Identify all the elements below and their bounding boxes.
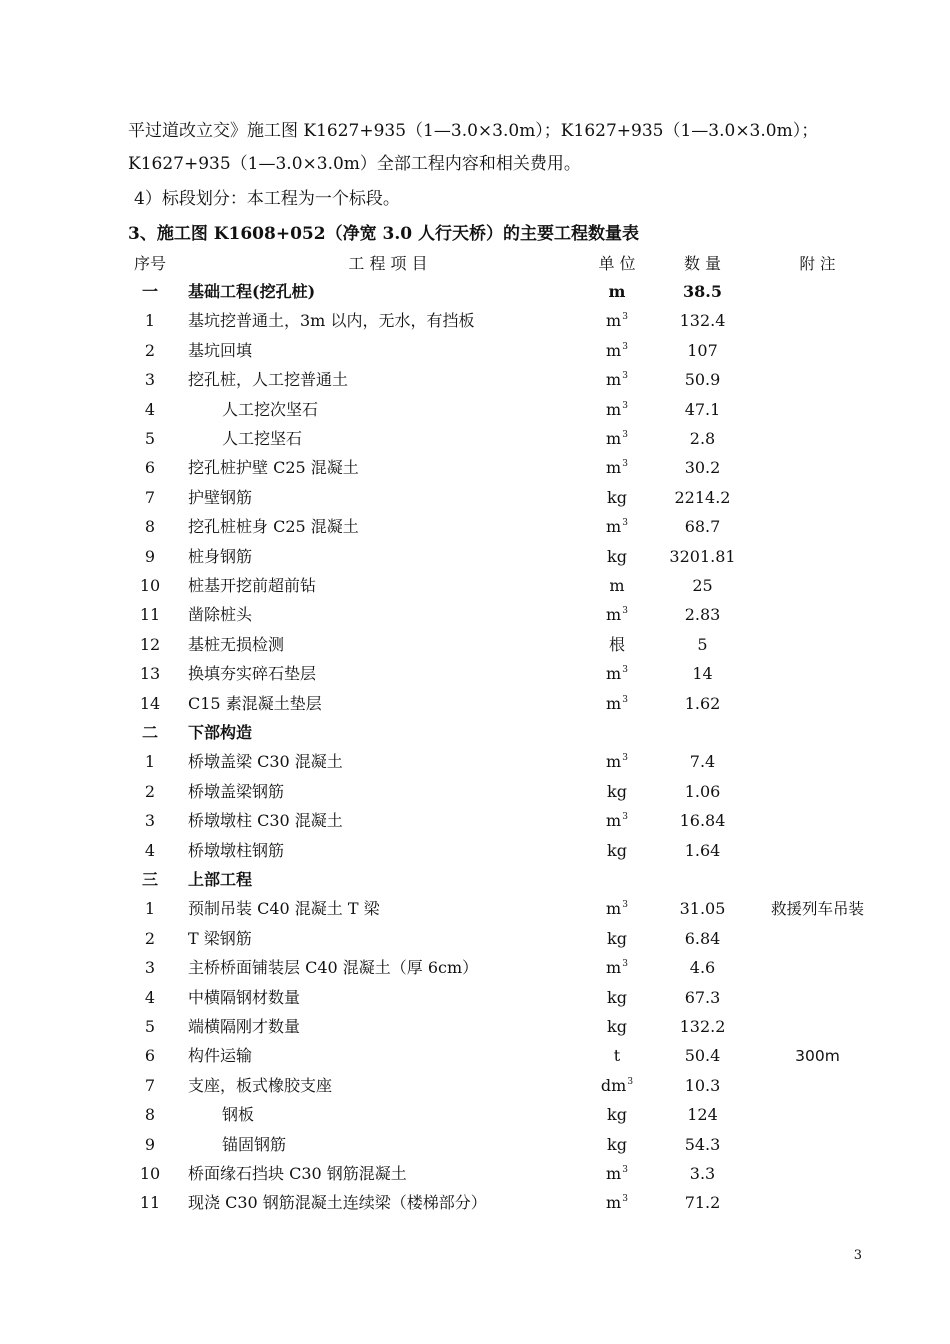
cell-item: 基础工程(挖孔桩): [188, 282, 316, 301]
cell-unit: [587, 543, 647, 571]
unit-superscript: 3: [622, 1194, 628, 1205]
cell-unit: [587, 1042, 647, 1070]
cell-item: 护壁钢筋: [188, 487, 253, 507]
table-row: [120, 396, 880, 424]
cell-qty: 107: [687, 340, 718, 360]
cell-seq: 1: [144, 311, 156, 331]
cell-item: 上部工程: [188, 870, 253, 889]
cell-unit: [587, 396, 647, 427]
unit-superscript: 3: [622, 341, 628, 352]
cell-item: 凿除桩头: [188, 605, 253, 625]
cell-item: 桩身钢筋: [188, 546, 253, 566]
unit-text: m: [606, 311, 622, 331]
cell-unit: [587, 925, 647, 953]
cell-item: 支座，板式橡胶支座: [188, 1075, 333, 1095]
unit-superscript: 3: [622, 753, 628, 764]
paragraph-line-2: K1627+935（1—3.0×3.0m）全部工程内容和相关费用。: [128, 154, 581, 174]
cell-seq: 2: [144, 928, 156, 948]
unit-text: m: [606, 752, 622, 772]
cell-qty: 67.3: [684, 987, 721, 1007]
cell-qty: 6.84: [684, 928, 721, 948]
cell-qty: 31.05: [679, 899, 726, 919]
cell-item: 桥面缘石挡块 C30 钢筋混凝土: [188, 1164, 407, 1183]
cell-unit: [587, 1131, 647, 1159]
unit-text: m: [606, 1164, 622, 1183]
cell-qty: 7.4: [689, 752, 716, 772]
cell-unit: [587, 984, 647, 1012]
cell-qty: 54.3: [684, 1134, 721, 1154]
table-row: [120, 631, 880, 659]
cell-qty: 14: [692, 664, 713, 684]
cell-seq: 8: [144, 517, 156, 537]
unit-superscript: 3: [622, 518, 628, 529]
cell-seq: 9: [144, 546, 156, 566]
unit-text: m: [606, 340, 622, 360]
cell-unit: [587, 454, 647, 485]
cell-seq: 1: [144, 899, 156, 919]
header-unit: 单 位: [598, 254, 636, 273]
unit-text: kg: [607, 1134, 627, 1154]
cell-unit: [587, 778, 647, 806]
table-row: [120, 484, 880, 512]
cell-item: 主桥桥面铺装层 C40 混凝土（厚 6cm）: [188, 958, 479, 978]
cell-seq: 4: [144, 840, 156, 860]
cell-seq: 10: [139, 576, 161, 595]
cell-note: 300m: [795, 1047, 840, 1066]
cell-item: 桥墩盖梁钢筋: [188, 781, 285, 801]
cell-qty: 4.6: [689, 958, 716, 978]
unit-text: m: [606, 517, 622, 537]
table-row: [120, 1131, 880, 1159]
cell-item: 中横隔钢材数量: [188, 987, 301, 1007]
cell-seq: 二: [141, 723, 158, 742]
cell-unit: [587, 337, 647, 368]
cell-qty: 3201.81: [669, 546, 736, 566]
unit-superscript: 3: [622, 371, 628, 382]
cell-item: 桥墩墩柱 C30 混凝土: [188, 811, 343, 831]
cell-item: 构件运输: [188, 1046, 253, 1066]
header-item: 工 程 项 目: [348, 254, 428, 273]
cell-seq: 4: [144, 987, 156, 1007]
table-row: [120, 307, 880, 335]
cell-item: 人工挖次坚石: [222, 399, 319, 419]
cell-item: 桥墩墩柱钢筋: [188, 840, 285, 860]
table-row: [120, 1013, 880, 1041]
table-row: [120, 866, 880, 894]
paragraph-line-1: 平过道改立交》施工图 K1627+935（1—3.0×3.0m）；K1627+935（1—3.0×3.0m）；: [128, 121, 819, 141]
unit-superscript: 3: [622, 430, 628, 440]
cell-unit: [587, 660, 647, 691]
cell-item: 端横隔刚才数量: [188, 1017, 301, 1036]
unit-text: 根: [608, 634, 625, 654]
cell-qty: 1.62: [684, 693, 721, 713]
unit-text: m: [606, 958, 622, 978]
cell-seq: 3: [144, 370, 156, 390]
cell-seq: 6: [144, 1046, 156, 1066]
table-row: [120, 425, 880, 453]
cell-qty: 132.2: [679, 1017, 726, 1036]
table-row: [120, 925, 880, 953]
unit-text: m: [606, 429, 622, 448]
cell-item: 基坑挖普通土，3m 以内，无水，有挡板: [188, 311, 475, 331]
unit-text: kg: [607, 928, 627, 948]
cell-seq: 13: [139, 664, 161, 684]
unit-superscript: 3: [622, 694, 628, 705]
table-row: [120, 719, 880, 747]
unit-text: m: [606, 370, 622, 390]
cell-item: 换填夯实碎石垫层: [188, 664, 317, 684]
table-row: [120, 337, 880, 365]
cell-item: 桥墩盖梁 C30 混凝土: [188, 752, 343, 772]
cell-unit: [587, 1072, 647, 1103]
unit-text: m: [606, 811, 622, 831]
unit-superscript: 3: [622, 606, 628, 617]
cell-qty: 2.83: [684, 605, 721, 625]
cell-qty: 124: [687, 1105, 718, 1125]
table-row: [120, 778, 880, 806]
cell-qty: 25: [692, 576, 713, 595]
cell-seq: 7: [144, 1075, 156, 1095]
cell-qty: 132.4: [679, 311, 726, 331]
unit-text: kg: [607, 546, 627, 566]
cell-item: 基坑回填: [188, 340, 253, 360]
header-note: 附 注: [799, 255, 836, 273]
unit-text: dm: [600, 1075, 627, 1095]
table-row: [120, 513, 880, 541]
unit-text: m: [606, 664, 622, 684]
cell-seq: 10: [139, 1164, 161, 1183]
cell-seq: 2: [144, 781, 156, 801]
cell-item: T 梁钢筋: [188, 928, 252, 948]
cell-item: 下部构造: [188, 723, 253, 742]
unit-text: m: [606, 399, 622, 419]
cell-seq: 5: [144, 429, 156, 448]
cell-seq: 3: [144, 811, 156, 831]
cell-qty: 38.5: [683, 282, 722, 301]
cell-item: 基桩无损检测: [188, 634, 285, 654]
table-row: [120, 895, 880, 923]
unit-superscript: 3: [622, 812, 628, 823]
cell-qty: 71.2: [684, 1193, 721, 1213]
unit-text: m: [606, 693, 622, 713]
cell-qty: 2.8: [689, 429, 716, 448]
cell-item: 锚固钢筋: [222, 1134, 287, 1154]
cell-qty: 68.7: [684, 517, 721, 537]
cell-item: 挖孔桩桩身 C25 混凝土: [188, 517, 359, 537]
table-row: [120, 1101, 880, 1129]
cell-seq: 14: [139, 693, 161, 713]
unit-superscript: 3: [622, 959, 628, 970]
cell-item: 现浇 C30 钢筋混凝土连续梁（楼梯部分）: [188, 1193, 487, 1213]
cell-qty: 2214.2: [674, 487, 731, 507]
cell-qty: 50.4: [684, 1046, 721, 1066]
cell-unit: [587, 366, 647, 397]
cell-unit: [587, 1160, 647, 1191]
cell-item: 钢板: [222, 1105, 255, 1125]
cell-qty: 1.64: [684, 840, 721, 860]
unit-text: kg: [607, 840, 627, 860]
table-row: [120, 1160, 880, 1188]
unit-text: m: [609, 576, 625, 595]
cell-note: 救援列车吊装: [770, 900, 864, 919]
cell-unit: [587, 1013, 647, 1041]
unit-text: t: [613, 1046, 621, 1066]
cell-qty: 10.3: [684, 1075, 721, 1095]
cell-qty: 5: [697, 634, 708, 654]
unit-superscript: 3: [622, 459, 628, 470]
cell-unit: [587, 484, 647, 512]
cell-item: 预制吊装 C40 混凝土 T 梁: [188, 899, 380, 919]
cell-unit: [587, 307, 647, 338]
cell-qty: 30.2: [684, 458, 721, 478]
table-row: [120, 690, 880, 718]
unit-superscript: 3: [622, 400, 628, 411]
table-row: [120, 278, 880, 306]
cell-item: 桩基开挖前超前钻: [188, 576, 317, 595]
cell-qty: 50.9: [684, 370, 721, 390]
cell-seq: 1: [144, 752, 156, 772]
cell-item: 挖孔桩护壁 C25 混凝土: [188, 458, 359, 478]
cell-unit: [587, 954, 647, 985]
table-row: [120, 572, 880, 600]
table-row: [120, 543, 880, 571]
cell-seq: 11: [139, 1193, 161, 1213]
header-seq: 序号: [133, 254, 166, 273]
unit-text: m: [606, 899, 622, 919]
unit-superscript: 3: [622, 312, 628, 323]
cell-unit: [587, 748, 647, 779]
cell-seq: 8: [144, 1105, 156, 1125]
cell-item: C15 素混凝土垫层: [188, 693, 322, 713]
unit-text: kg: [607, 987, 627, 1007]
cell-item: 挖孔桩，人工挖普通土: [188, 370, 349, 390]
cell-unit: [587, 278, 647, 306]
cell-seq: 三: [141, 870, 158, 889]
table-row: [120, 748, 880, 776]
cell-seq: 7: [144, 487, 156, 507]
cell-seq: 5: [144, 1017, 156, 1036]
unit-text: m: [606, 1193, 622, 1213]
cell-unit: [587, 425, 647, 456]
cell-seq: 6: [144, 458, 156, 478]
cell-qty: 3.3: [689, 1164, 716, 1183]
cell-qty: 16.84: [679, 811, 726, 831]
cell-seq: 2: [144, 340, 156, 360]
unit-superscript: 3: [627, 1076, 634, 1087]
section-heading: 3、施工图 K1608+052（净宽 3.0 人行天桥）的主要工程数量表: [128, 224, 639, 244]
cell-unit: [587, 572, 647, 600]
unit-text: m: [608, 282, 626, 301]
unit-text: kg: [607, 1105, 627, 1125]
table-row: [120, 660, 880, 688]
cell-unit: [587, 837, 647, 865]
cell-unit: [587, 631, 647, 659]
cell-item: 人工挖坚石: [222, 429, 303, 448]
cell-seq: 9: [144, 1134, 156, 1154]
page-number: 3: [853, 1248, 862, 1263]
unit-text: kg: [607, 1017, 627, 1036]
unit-text: kg: [607, 781, 627, 801]
unit-text: m: [606, 458, 622, 478]
table-row: [120, 366, 880, 394]
table-row: [120, 837, 880, 865]
table-row: [120, 954, 880, 982]
table-row: [120, 1189, 880, 1217]
table-row: [120, 601, 880, 629]
table-row: [120, 454, 880, 482]
header-qty: 数 量: [683, 254, 722, 273]
cell-unit: [587, 1189, 647, 1220]
cell-unit: [587, 895, 647, 926]
paragraph-line-3: 4）标段划分：本工程为一个标段。: [134, 189, 400, 209]
cell-unit: [587, 1101, 647, 1129]
cell-unit: [587, 807, 647, 838]
cell-seq: 12: [139, 634, 161, 654]
cell-seq: 3: [144, 958, 156, 978]
table-row: [120, 1072, 880, 1100]
unit-superscript: 3: [622, 900, 628, 911]
cell-qty: 1.06: [684, 781, 721, 801]
cell-seq: 11: [139, 605, 161, 625]
unit-superscript: 3: [622, 1165, 628, 1175]
unit-text: kg: [607, 487, 627, 507]
cell-qty: 47.1: [684, 399, 721, 419]
cell-seq: 4: [144, 399, 156, 419]
unit-text: m: [606, 605, 622, 625]
table-row: [120, 807, 880, 835]
cell-unit: [587, 513, 647, 544]
cell-seq: 一: [141, 282, 158, 301]
cell-unit: [587, 601, 647, 632]
table-row: [120, 984, 880, 1012]
cell-unit: [587, 690, 647, 721]
table-header-row: [120, 250, 880, 278]
unit-superscript: 3: [622, 665, 628, 676]
table-row: [120, 1042, 880, 1070]
